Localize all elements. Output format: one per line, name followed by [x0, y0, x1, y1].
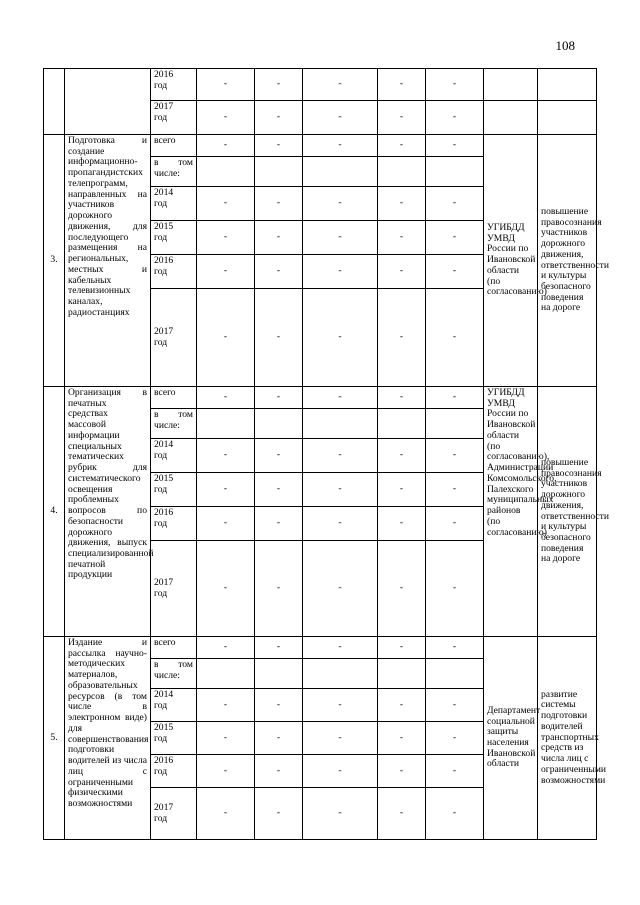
value-cell: -: [378, 722, 426, 755]
value-cell: -: [426, 135, 484, 157]
result-cell: [538, 101, 597, 135]
period-cell: 2016 год: [151, 69, 197, 101]
period-cell: в том числе:: [151, 157, 197, 187]
value-cell: -: [426, 255, 484, 289]
value-cell: -: [303, 507, 378, 541]
value-cell: -: [255, 689, 303, 722]
table-row: [44, 387, 597, 409]
value-cell: [303, 659, 378, 689]
value-cell: -: [303, 473, 378, 507]
value-cell: -: [255, 637, 303, 659]
value-cell: -: [255, 289, 303, 387]
value-cell: -: [378, 101, 426, 135]
value-cell: -: [426, 755, 484, 788]
value-cell: -: [378, 541, 426, 637]
period-cell: 2017 год: [151, 541, 197, 637]
value-cell: -: [426, 722, 484, 755]
value-cell: -: [255, 473, 303, 507]
period-cell: всего: [151, 637, 197, 659]
value-cell: -: [378, 507, 426, 541]
value-cell: -: [255, 507, 303, 541]
measure-cell: Организация в печатных средствах массовой информации специальных тематических рубрик для систематического освещения проблемных вопросов по безопасности дорожного движения, выпуск специализированной печатной продукции: [65, 387, 151, 637]
table-row: [44, 69, 597, 101]
value-cell: -: [255, 755, 303, 788]
value-cell: -: [255, 187, 303, 221]
value-cell: -: [378, 637, 426, 659]
value-cell: -: [197, 135, 255, 157]
result-cell: повышение правосознания участников дорожного движения, ответственности и культуры безопасного поведения на дороге: [538, 387, 597, 637]
period-cell: 2014 год: [151, 439, 197, 473]
value-cell: -: [378, 187, 426, 221]
value-cell: -: [378, 439, 426, 473]
value-cell: -: [197, 507, 255, 541]
value-cell: -: [197, 187, 255, 221]
value-cell: -: [303, 755, 378, 788]
value-cell: -: [378, 221, 426, 255]
value-cell: -: [255, 255, 303, 289]
value-cell: [303, 409, 378, 439]
value-cell: [378, 409, 426, 439]
period-cell: всего: [151, 135, 197, 157]
value-cell: -: [197, 69, 255, 101]
period-cell: 2014 год: [151, 187, 197, 221]
value-cell: -: [303, 637, 378, 659]
value-cell: -: [426, 541, 484, 637]
measure-cell: Подготовка и создание информационно-пропагандистских телепрограмм, направленных на участников дорожного движения, для последующего размещения на региональных, местных и кабельных телевизионных каналах, радиостанциях: [65, 135, 151, 387]
executor-cell: УГИБДД УМВД России по Ивановской области (по согласованию), Администрации Комсомольского, Палехского муниципальных районов (по согласованию): [484, 387, 538, 637]
value-cell: [303, 157, 378, 187]
value-cell: -: [426, 637, 484, 659]
value-cell: -: [303, 135, 378, 157]
value-cell: -: [197, 387, 255, 409]
table-row: [44, 637, 597, 659]
value-cell: -: [197, 637, 255, 659]
executor-cell: УГИБДД УМВД России по Ивановской области (по согласованию): [484, 135, 538, 387]
result-cell: [538, 69, 597, 101]
value-cell: [255, 659, 303, 689]
period-cell: 2017 год: [151, 101, 197, 135]
value-cell: [255, 157, 303, 187]
value-cell: -: [378, 69, 426, 101]
value-cell: [197, 409, 255, 439]
value-cell: -: [378, 788, 426, 840]
period-cell: всего: [151, 387, 197, 409]
value-cell: -: [197, 473, 255, 507]
value-cell: [378, 659, 426, 689]
executor-cell: Департамент социальной защиты населения Ивановской области: [484, 637, 538, 840]
value-cell: -: [197, 221, 255, 255]
value-cell: -: [255, 722, 303, 755]
value-cell: -: [303, 221, 378, 255]
value-cell: -: [197, 255, 255, 289]
period-cell: в том числе:: [151, 659, 197, 689]
value-cell: -: [303, 187, 378, 221]
value-cell: -: [426, 221, 484, 255]
value-cell: -: [255, 101, 303, 135]
period-cell: 2017 год: [151, 289, 197, 387]
value-cell: [378, 157, 426, 187]
period-cell: 2017 год: [151, 788, 197, 840]
executor-cell: [484, 69, 538, 101]
value-cell: -: [303, 101, 378, 135]
value-cell: -: [197, 439, 255, 473]
value-cell: -: [426, 439, 484, 473]
value-cell: -: [426, 289, 484, 387]
period-cell: 2016 год: [151, 255, 197, 289]
executor-cell: [484, 101, 538, 135]
value-cell: -: [426, 473, 484, 507]
period-cell: 2015 год: [151, 722, 197, 755]
value-cell: -: [197, 289, 255, 387]
value-cell: -: [426, 788, 484, 840]
value-cell: -: [303, 788, 378, 840]
value-cell: -: [426, 69, 484, 101]
table-row: [44, 135, 597, 157]
value-cell: -: [378, 289, 426, 387]
row-number: 4.: [44, 387, 65, 637]
value-cell: -: [255, 541, 303, 637]
value-cell: -: [255, 135, 303, 157]
value-cell: -: [197, 541, 255, 637]
value-cell: [197, 659, 255, 689]
value-cell: [426, 659, 484, 689]
value-cell: -: [197, 788, 255, 840]
result-cell: развитие системы подготовки водителей транспортных средств из числа лиц с ограниченными возможностями: [538, 637, 597, 840]
value-cell: -: [197, 722, 255, 755]
value-cell: -: [426, 187, 484, 221]
value-cell: -: [426, 689, 484, 722]
period-cell: 2015 год: [151, 473, 197, 507]
value-cell: -: [303, 439, 378, 473]
value-cell: -: [197, 101, 255, 135]
value-cell: -: [255, 439, 303, 473]
value-cell: -: [303, 722, 378, 755]
value-cell: -: [303, 69, 378, 101]
value-cell: -: [378, 135, 426, 157]
value-cell: -: [303, 689, 378, 722]
measure-cell: [65, 69, 151, 135]
value-cell: -: [303, 387, 378, 409]
period-cell: 2016 год: [151, 507, 197, 541]
period-cell: 2016 год: [151, 755, 197, 788]
value-cell: -: [255, 69, 303, 101]
result-cell: повышение правосознания участников дорожного движения, ответственности и культуры безопасного поведения на дороге: [538, 135, 597, 387]
value-cell: -: [378, 387, 426, 409]
value-cell: -: [378, 255, 426, 289]
period-cell: 2015 год: [151, 221, 197, 255]
value-cell: -: [426, 387, 484, 409]
num-cell: [44, 69, 65, 135]
value-cell: [255, 409, 303, 439]
measure-cell: Издание и рассылка научно-методических материалов, образовательных ресурсов (в том числе в электронном виде) для совершенствования подготовки водителей из числа лиц с ограниченными физическими возможностями: [65, 637, 151, 840]
value-cell: -: [378, 473, 426, 507]
value-cell: -: [426, 507, 484, 541]
value-cell: [426, 157, 484, 187]
page-number: 108: [555, 38, 575, 53]
value-cell: -: [255, 221, 303, 255]
value-cell: -: [303, 255, 378, 289]
value-cell: -: [197, 755, 255, 788]
value-cell: -: [255, 387, 303, 409]
value-cell: -: [303, 289, 378, 387]
value-cell: [426, 409, 484, 439]
value-cell: -: [378, 689, 426, 722]
measures-table: [43, 68, 609, 840]
row-number: 3.: [44, 135, 65, 387]
value-cell: -: [378, 755, 426, 788]
value-cell: -: [426, 101, 484, 135]
value-cell: -: [303, 541, 378, 637]
row-number: 5.: [44, 637, 65, 840]
period-cell: в том числе:: [151, 409, 197, 439]
value-cell: -: [255, 788, 303, 840]
value-cell: [197, 157, 255, 187]
value-cell: -: [197, 689, 255, 722]
period-cell: 2014 год: [151, 689, 197, 722]
